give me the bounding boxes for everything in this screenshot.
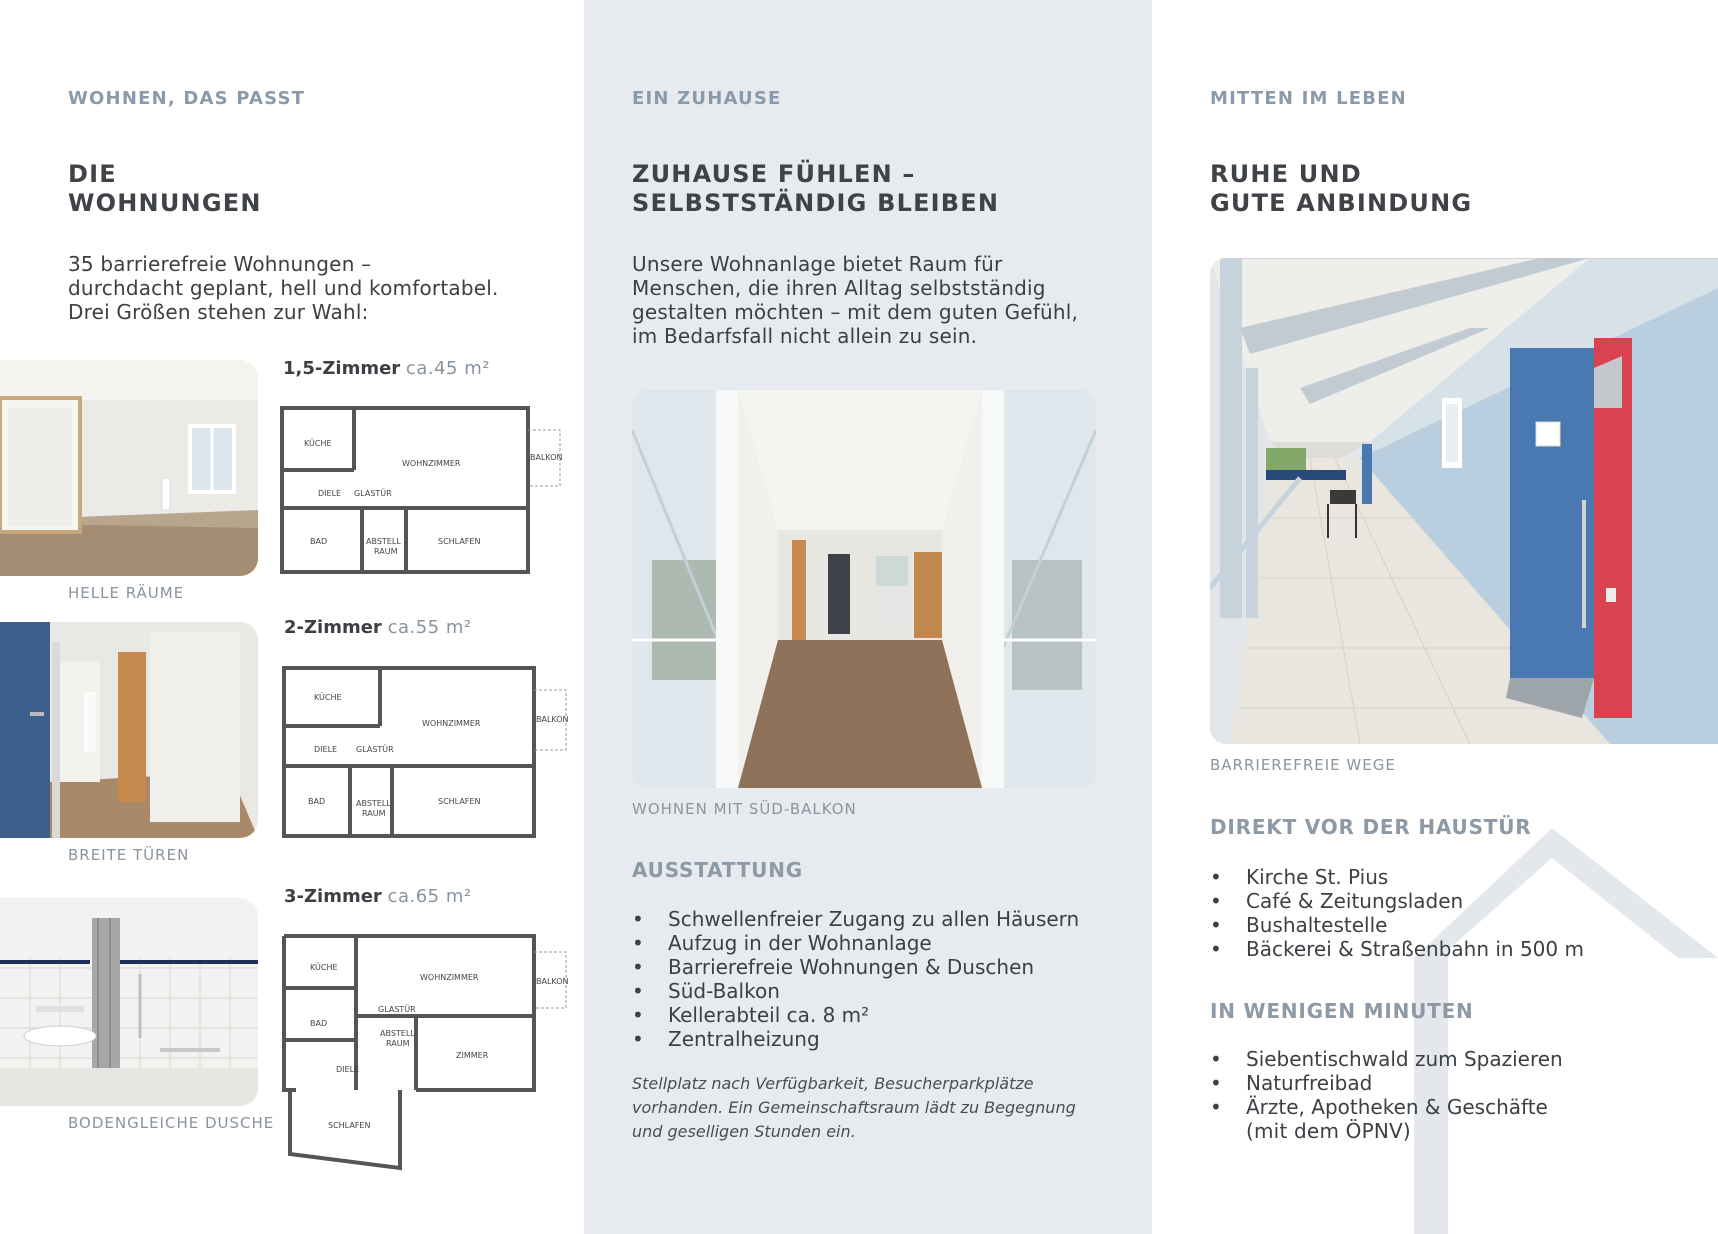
room-balkon: BALKON bbox=[536, 715, 569, 724]
title-line: DIE bbox=[68, 160, 117, 188]
title-line: SELBSTSTÄNDIG BLEIBEN bbox=[632, 189, 1000, 217]
plan-name: 2-Zimmer bbox=[284, 617, 382, 638]
eyebrow-wohnen: WOHNEN, DAS PASST bbox=[68, 88, 306, 109]
room-raum: RAUM bbox=[386, 1039, 410, 1048]
nearby-list bbox=[1210, 865, 1584, 961]
intro-line: durchdacht geplant, hell und komfortabel. bbox=[68, 276, 499, 300]
caption-barrierefreie-wege: BARRIEREFREIE WEGE bbox=[1210, 756, 1396, 774]
minutes-list bbox=[1210, 1047, 1563, 1119]
room-raum: RAUM bbox=[362, 809, 386, 818]
room-balkon: BALKON bbox=[536, 977, 569, 986]
room-glastuer: GLASTÜR bbox=[354, 489, 392, 498]
room-balkon: BALKON bbox=[530, 453, 563, 462]
intro-line: im Bedarfsfall nicht allein zu sein. bbox=[632, 324, 978, 348]
note-line: und geselligen Stunden ein. bbox=[632, 1122, 856, 1141]
title-line: ZUHAUSE FÜHLEN – bbox=[632, 160, 916, 188]
room-kueche: KÜCHE bbox=[304, 439, 332, 448]
room-wohnzimmer: WOHNZIMMER bbox=[422, 719, 481, 728]
room-abstell: ABSTELL bbox=[366, 537, 401, 546]
list-item: • Schwellenfreier Zugang zu allen Häusern bbox=[632, 907, 1079, 931]
intro-line: Menschen, die ihren Alltag selbstständig bbox=[632, 276, 1046, 300]
list-item: • Ärzte, Apotheken & Geschäfte bbox=[1210, 1095, 1563, 1119]
note-line: vorhanden. Ein Gemeinschaftsraum lädt zu Begegnung bbox=[632, 1098, 1076, 1117]
list-item: • Café & Zeitungsladen bbox=[1210, 889, 1584, 913]
room-glastuer: GLASTÜR bbox=[356, 745, 394, 754]
column-location bbox=[1152, 0, 1718, 1234]
room-glastuer: GLASTÜR bbox=[378, 1005, 416, 1014]
title-die-wohnungen bbox=[68, 160, 262, 218]
eyebrow-mitten-im-leben: MITTEN IM LEBEN bbox=[1210, 88, 1407, 109]
caption-breite-tueren: BREITE TÜREN bbox=[68, 846, 190, 864]
floor-plan-2-zimmer bbox=[280, 664, 570, 840]
room-kueche: KÜCHE bbox=[310, 963, 338, 972]
photo-living-balcony bbox=[632, 390, 1096, 788]
column-home bbox=[584, 0, 1152, 1234]
floor-plan-3-zimmer bbox=[280, 932, 570, 1172]
plan-size: ca.65 m² bbox=[387, 886, 472, 907]
list-item: • Siebentischwald zum Spazieren bbox=[1210, 1047, 1563, 1071]
title-ruhe-anbindung bbox=[1210, 160, 1472, 218]
plan-name: 3-Zimmer bbox=[284, 886, 382, 907]
list-item: • Aufzug in der Wohnanlage bbox=[632, 931, 1079, 955]
list-item: • Bushaltestelle bbox=[1210, 913, 1584, 937]
list-item: • Naturfreibad bbox=[1210, 1071, 1563, 1095]
room-wohnzimmer: WOHNZIMMER bbox=[420, 973, 479, 982]
note-line: Stellplatz nach Verfügbarkeit, Besucherparkplätze bbox=[632, 1074, 1034, 1093]
room-schlafen: SCHLAFEN bbox=[438, 797, 481, 806]
list-item-continuation: (mit dem ÖPNV) bbox=[1246, 1119, 1411, 1143]
room-schlafen: SCHLAFEN bbox=[438, 537, 481, 546]
column-apartments bbox=[0, 0, 584, 1234]
plan-size: ca.45 m² bbox=[405, 358, 490, 379]
title-line: RUHE UND bbox=[1210, 160, 1362, 188]
room-raum: RAUM bbox=[374, 547, 398, 556]
list-item: • Zentralheizung bbox=[632, 1027, 1079, 1051]
photo-shower bbox=[0, 898, 258, 1106]
plan-name: 1,5-Zimmer bbox=[283, 358, 401, 379]
floor-plan-1-5-zimmer bbox=[278, 404, 564, 576]
plan-title-3-zimmer bbox=[284, 886, 472, 907]
list-item: • Barrierefreie Wohnungen & Duschen bbox=[632, 955, 1079, 979]
caption-helle-raeume: HELLE RÄUME bbox=[68, 584, 185, 602]
plan-title-1-5-zimmer bbox=[283, 358, 490, 379]
photo-wide-doors bbox=[0, 622, 258, 838]
intro-line: 35 barrierefreie Wohnungen – bbox=[68, 252, 372, 276]
caption-wohnen-sued-balkon: WOHNEN MIT SÜD-BALKON bbox=[632, 800, 857, 818]
intro-line: Unsere Wohnanlage bietet Raum für bbox=[632, 252, 1003, 276]
room-diele: DIELE bbox=[314, 745, 338, 754]
intro-text bbox=[68, 252, 499, 324]
title-zuhause-fuehlen bbox=[632, 160, 999, 218]
plan-size: ca.55 m² bbox=[387, 617, 472, 638]
subhead-direkt-vor-der-haustuer: DIREKT VOR DER HAUSTÜR bbox=[1210, 815, 1532, 839]
room-kueche: KÜCHE bbox=[314, 693, 342, 702]
caption-bodengleiche-dusche: BODENGLEICHE DUSCHE bbox=[68, 1114, 275, 1132]
room-diele: DIELE bbox=[318, 489, 342, 498]
room-bad: BAD bbox=[308, 797, 326, 806]
subhead-in-wenigen-minuten: IN WENIGEN MINUTEN bbox=[1210, 999, 1474, 1023]
intro-text bbox=[632, 252, 1078, 348]
list-item: • Süd-Balkon bbox=[632, 979, 1079, 1003]
list-item: • Bäckerei & Straßenbahn in 500 m bbox=[1210, 937, 1584, 961]
room-bad: BAD bbox=[310, 1019, 328, 1028]
room-abstell: ABSTELL bbox=[356, 799, 391, 808]
title-line: WOHNUNGEN bbox=[68, 189, 262, 217]
room-diele: DIELE bbox=[336, 1065, 360, 1074]
title-line: GUTE ANBINDUNG bbox=[1210, 189, 1473, 217]
room-abstell: ABSTELL bbox=[380, 1029, 415, 1038]
plan-title-2-zimmer bbox=[284, 617, 472, 638]
list-item: • Kirche St. Pius bbox=[1210, 865, 1584, 889]
intro-line: Drei Größen stehen zur Wahl: bbox=[68, 300, 369, 324]
room-bad: BAD bbox=[310, 537, 328, 546]
room-zimmer: ZIMMER bbox=[456, 1051, 489, 1060]
intro-line: gestalten möchten – mit dem guten Gefühl, bbox=[632, 300, 1079, 324]
parking-note bbox=[632, 1072, 1076, 1144]
photo-bright-room bbox=[0, 360, 258, 576]
features-list bbox=[632, 907, 1079, 1051]
room-wohnzimmer: WOHNZIMMER bbox=[402, 459, 461, 468]
list-item: • Kellerabteil ca. 8 m² bbox=[632, 1003, 1079, 1027]
room-schlafen: SCHLAFEN bbox=[328, 1121, 371, 1130]
photo-walkway bbox=[1210, 258, 1718, 744]
eyebrow-ein-zuhause: EIN ZUHAUSE bbox=[632, 88, 782, 109]
subhead-ausstattung: AUSSTATTUNG bbox=[632, 858, 803, 882]
